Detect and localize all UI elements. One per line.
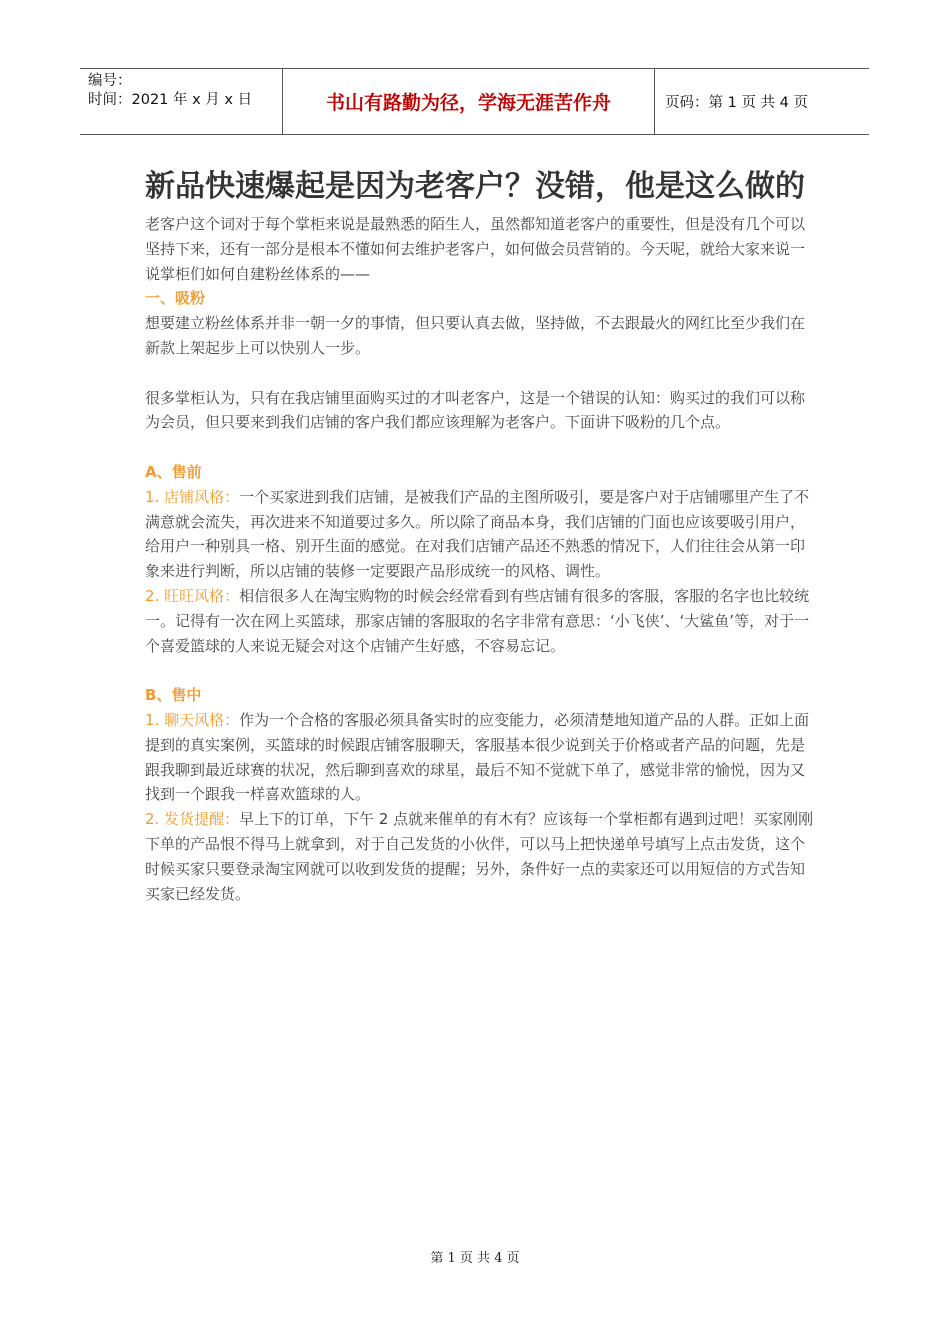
header-table — [80, 68, 869, 135]
item-a2-text: 相信很多人在淘宝购物的时候会经常看到有些店铺有很多的客服，客服的名字也比较统一。记得有一次在网上买篮球，那家店铺的客服取的名字非常有意思：‘小飞侠’、‘大鲨鱼’等，对于一个喜爱篮球的人来说无疑会对这个店铺产生好感，不容易忘记。 — [145, 586, 810, 655]
item-a1 — [145, 485, 815, 584]
document-date: 时间：2021 年 x 月 x 日 — [88, 92, 253, 108]
page-footer: 第 1 页 共 4 页 — [430, 1251, 520, 1266]
spacer — [145, 435, 815, 460]
header-motto: 书山有路勤为径，学海无涯苦作舟 — [282, 69, 655, 134]
item-b2-text: 早上下的订单，下午 2 点就来催单的有木有？应该每一个掌柜都有遇到过吧！买家刚刚下单的产品恨不得马上就拿到，对于自己发货的小伙伴，可以马上把快递单号填写上点击发货，这个时候买家只要登录淘宝网就可以收到发货的提醒；另外，条件好一点的卖家还可以用短信的方式告知买家已经发货。 — [145, 810, 814, 903]
header-page-info: 页码：第 1 页 共 4 页 — [665, 95, 808, 111]
article-intro: 老客户这个词对于每个掌柜来说是最熟悉的陌生人，虽然都知道老客户的重要性，但是没有几个可以坚持下来，还有一部分是根本不懂如何去维护老客户，如何做会员营销的。今天呢，就给大家来说一说掌柜们如何自建粉丝体系的—— — [145, 215, 806, 283]
item-a1-label: 1. 店铺风格： — [145, 487, 240, 506]
item-b2-label: 2. 发货提醒： — [145, 810, 240, 829]
item-a1-text: 一个买家进到我们店铺，是被我们产品的主图所吸引，要是客户对于店铺哪里产生了不满意就会流失，再次进来不知道要过多久。所以除了商品本身，我们店铺的门面也应该要吸引用户，给用户一种别具一格、别开生面的感觉。在对我们店铺产品还不熟悉的情况下，人们往往会从第一印象来进行判断，所以店铺的装修一定要跟产品形成统一的风格、调性。 — [145, 487, 810, 581]
section1-paragraph-1: 想要建立粉丝体系并非一朝一夕的事情，但只要认真去做，坚持做，不去跟最火的网红比至少我们在新款上架起步上可以快别人一步。 — [145, 314, 806, 357]
section-heading-1: 一、吸粉 — [145, 289, 206, 308]
item-b1-label: 1. 聊天风格： — [145, 710, 240, 729]
spacer — [145, 658, 815, 683]
spacer — [145, 361, 815, 386]
item-b1 — [145, 708, 815, 807]
item-a2 — [145, 584, 815, 658]
document-number: 编号： — [88, 73, 132, 89]
item-b1-text: 作为一个合格的客服必须具备实时的应变能力，必须清楚地知道产品的人群。正如上面提到的真实案例，买篮球的时候跟店铺客服聊天，客服基本很少说到关于价格或者产品的问题，先是跟我聊到最近球赛的状况，然后聊到喜欢的球星，最后不知不觉就下单了，感觉非常的愉悦，因为又找到一个跟我一样喜欢篮球的人。 — [145, 710, 810, 804]
section-heading-a: A、售前 — [145, 462, 202, 481]
item-a2-label: 2. 旺旺风格： — [145, 586, 240, 605]
header-meta — [80, 69, 282, 134]
section-heading-b: B、售中 — [145, 686, 202, 705]
section1-paragraph-2: 很多掌柜认为，只有在我店铺里面购买过的才叫老客户，这是一个错误的认知：购买过的我们可以称为会员，但只要来到我们店铺的客户我们都应该理解为老客户。下面讲下吸粉的几个点。 — [145, 388, 806, 432]
article-title: 新品快速爆起是因为老客户？没错，他是这么做的 — [145, 169, 805, 204]
item-b2 — [145, 807, 815, 906]
article-body — [145, 162, 815, 906]
